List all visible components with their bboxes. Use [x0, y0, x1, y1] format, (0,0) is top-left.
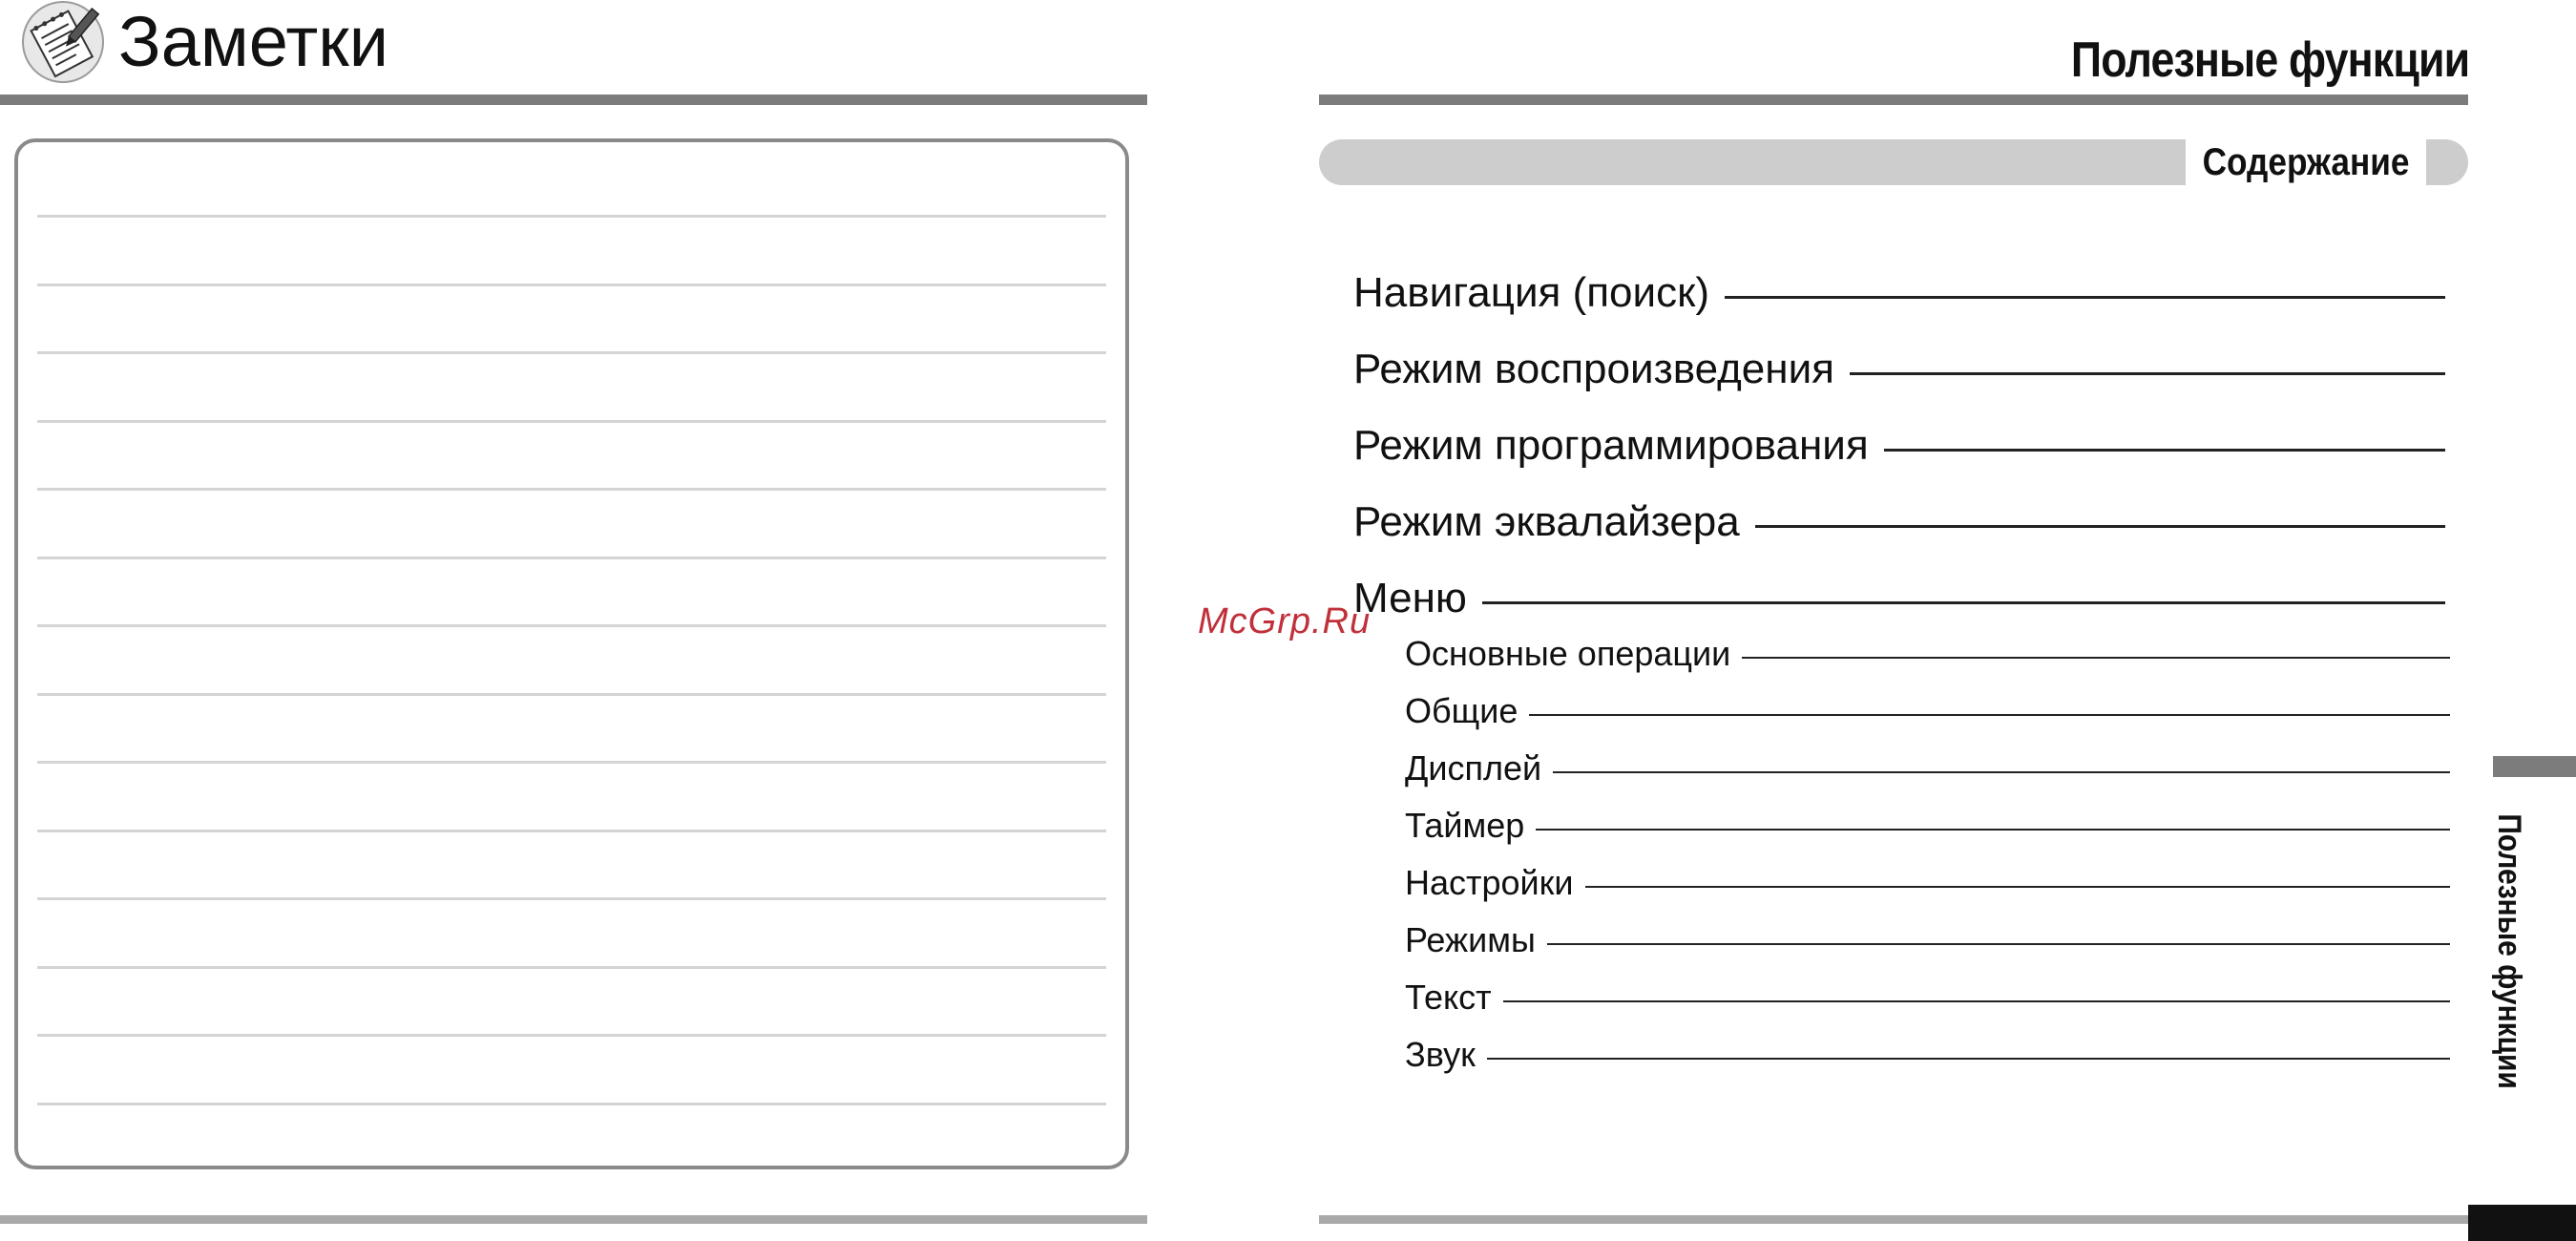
toc-leader-line: [1585, 886, 2450, 888]
toc-entry-label: Режим эквалайзера: [1353, 498, 1740, 545]
ruled-line: [37, 351, 1106, 354]
ruled-line: [37, 284, 1106, 286]
toc-subentry-label: Основные операции: [1405, 634, 1731, 673]
page-corner-block: [2468, 1205, 2576, 1241]
footer-rule: [1319, 1215, 2468, 1224]
toc-leader-line: [1482, 601, 2445, 604]
ruled-line: [37, 557, 1106, 559]
ruled-line: [37, 693, 1106, 696]
header-rule: [1319, 95, 2468, 105]
toc-subentry-settings[interactable]: [1405, 859, 2450, 907]
toc-leader-line: [1850, 372, 2445, 375]
toc-subentry-label: Общие: [1405, 691, 1518, 730]
toc-entry-label: Меню: [1353, 575, 1467, 621]
toc-subentry-label: Звук: [1405, 1035, 1476, 1074]
page-title: Заметки: [118, 2, 389, 81]
toc-leader-line: [1725, 296, 2445, 299]
side-tab-marker: [2493, 756, 2576, 777]
footer-rule: [0, 1215, 1147, 1224]
toc-entry-label: Режим программирования: [1353, 422, 1869, 469]
toc-leader-line: [1884, 449, 2445, 452]
toc-subentry-basic-operations[interactable]: [1405, 630, 2450, 678]
toc-leader-line: [1553, 771, 2450, 773]
watermark: McGrp.Ru: [1198, 601, 1372, 642]
toc-subentry-label: Таймер: [1405, 806, 1525, 845]
ruled-line: [37, 624, 1106, 627]
ruled-line: [37, 761, 1106, 764]
header-rule: [0, 95, 1147, 105]
side-tab-label: Полезные функции: [2491, 813, 2527, 1089]
ruled-line: [37, 1103, 1106, 1105]
toc-leader-line: [1742, 657, 2450, 659]
toc-leader-line: [1503, 1000, 2450, 1002]
toc-leader-line: [1529, 714, 2450, 716]
toc-subentry-display[interactable]: [1405, 745, 2450, 792]
toc-leader-line: [1536, 829, 2450, 831]
toc-subentry-general[interactable]: [1405, 687, 2450, 735]
toc-entry-equalizer-mode[interactable]: [1353, 493, 2445, 552]
contents-label: Содержание: [2202, 141, 2410, 183]
toc-subentry-text[interactable]: [1405, 974, 2450, 1021]
toc-subentry-label: Настройки: [1405, 863, 1574, 902]
toc-entry-label: Навигация (поиск): [1353, 269, 1710, 316]
toc-subentry-label: Дисплей: [1405, 748, 1542, 788]
section-heading: Полезные функции: [2070, 32, 2469, 88]
toc-leader-line: [1487, 1058, 2450, 1060]
toc-entry-programming-mode[interactable]: [1353, 416, 2445, 475]
ruled-line: [37, 488, 1106, 491]
toc-subentry-modes[interactable]: [1405, 916, 2450, 964]
toc-subentry-label: Текст: [1405, 978, 1492, 1017]
notes-box: [14, 138, 1129, 1169]
toc-entry-navigation[interactable]: [1353, 263, 2445, 323]
ruled-line: [37, 897, 1106, 900]
ruled-line: [37, 215, 1106, 218]
notepad-pen-icon: [21, 0, 105, 84]
toc-subentry-sound[interactable]: [1405, 1031, 2450, 1079]
toc-leader-line: [1755, 525, 2445, 528]
ruled-line: [37, 420, 1106, 423]
toc-leader-line: [1547, 943, 2450, 945]
toc-subentry-timer[interactable]: [1405, 802, 2450, 850]
toc-entry-label: Режим воспроизведения: [1353, 346, 1834, 392]
ruled-line: [37, 830, 1106, 832]
ruled-line: [37, 1034, 1106, 1037]
ruled-line: [37, 966, 1106, 969]
toc-entry-playback-mode[interactable]: [1353, 340, 2445, 399]
toc-subentry-label: Режимы: [1405, 920, 1536, 959]
toc-entry-menu[interactable]: [1353, 569, 2445, 628]
